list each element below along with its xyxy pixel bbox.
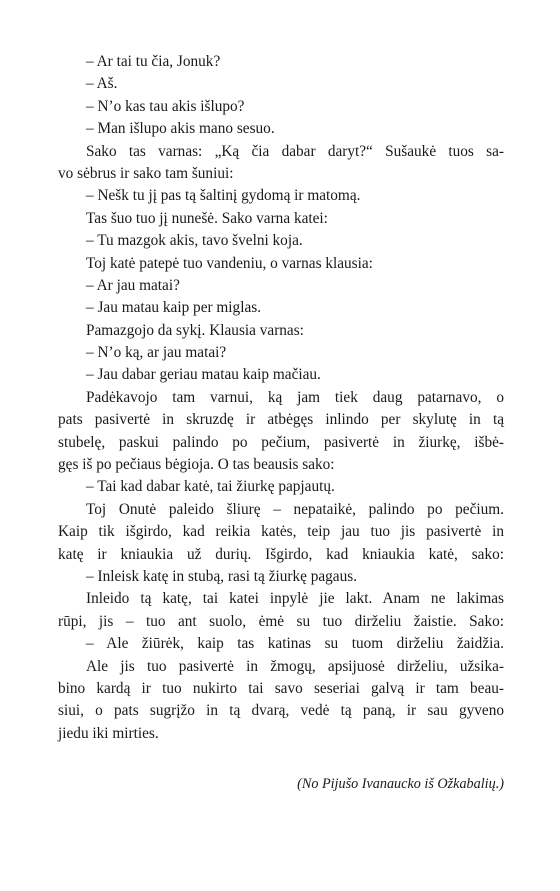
- text-line: – Ale žiūrėk, kaip tas katinas su tuom dirželiu žaidžia.: [86, 635, 504, 653]
- text-line: Inleido tą katę, tai katei inpylė jie lakt. Anam ne lakimas: [86, 590, 504, 608]
- text-line: bino kardą ir tuo nukirto tai savo seseriai galvą ir tam beau-: [58, 679, 504, 697]
- text-line: – Ar jau matai?: [86, 276, 180, 294]
- text-line: – Man išlupo akis mano sesuo.: [86, 120, 275, 138]
- text-line: – Tai kad dabar katė, tai žiurkę papjautų.: [86, 478, 335, 496]
- source-attribution: (No Pijušo Ivanaucko iš Ožkabalių.): [297, 776, 504, 792]
- text-line: Toj Onutė paleido šliurę – nepataikė, palindo po pečium.: [86, 500, 504, 518]
- text-line: – Tu mazgok akis, tavo švelni koja.: [86, 232, 303, 250]
- text-line: stubelę, paskui palindo po pečium, pasivertė in žiurkę, išbė-: [58, 433, 504, 451]
- text-line: pats pasivertė in skruzdę ir atbėgęs inlindo per skylutę in tą: [58, 411, 504, 429]
- text-line: Toj katė patepė tuo vandeniu, o varnas klausia:: [86, 254, 373, 272]
- text-line: vo sėbrus ir sako tam šuniui:: [58, 164, 234, 182]
- text-line: rūpi, jis – tuo ant suolo, ėmė su tuo dirželiu žaistie. Sako:: [58, 612, 504, 630]
- text-line: jiedu iki mirties.: [58, 724, 159, 742]
- text-line: gęs iš po pečiaus bėgioja. O tas beausis sako:: [58, 456, 335, 474]
- text-line: – Jau matau kaip per miglas.: [86, 299, 262, 317]
- text-line: Tas šuo tuo jį nunešė. Sako varna katei:: [86, 209, 328, 227]
- text-line: Padėkavojo tam varnui, ką jam tiek daug patarnavo, o: [86, 388, 504, 406]
- story-text-body: [58, 51, 504, 745]
- text-line: siui, o pats sugrįžo in tą dvarą, vedė tą paną, ir sau gyveno: [58, 702, 504, 720]
- text-line: – Aš.: [86, 75, 118, 93]
- text-line: – N’o ką, ar jau matai?: [86, 344, 227, 362]
- text-line: Sako tas varnas: „Ką čia dabar daryt?“ Sušaukė tuos sa-: [86, 142, 504, 160]
- text-line: – N’o kas tau akis išlupo?: [86, 97, 245, 115]
- text-line: Kaip tik išgirdo, kad reikia katės, teip jau tuo jis pasivertė in: [58, 523, 504, 541]
- text-line: Ale jis tuo pasivertė in žmogų, apsijuosė dirželiu, užsika-: [86, 657, 504, 675]
- text-line: – Nešk tu jį pas tą šaltinį gydomą ir matomą.: [86, 187, 361, 205]
- text-line: – Jau dabar geriau matau kaip mačiau.: [86, 366, 321, 384]
- text-line: katę ir kniaukia už durių. Išgirdo, kad kniaukia katė, sako:: [58, 545, 504, 563]
- text-line: Pamazgojo da sykį. Klausia varnas:: [86, 321, 304, 339]
- text-line: – Ar tai tu čia, Jonuk?: [86, 53, 221, 70]
- text-line: – Inleisk katę in stubą, rasi tą žiurkę pagaus.: [86, 567, 358, 585]
